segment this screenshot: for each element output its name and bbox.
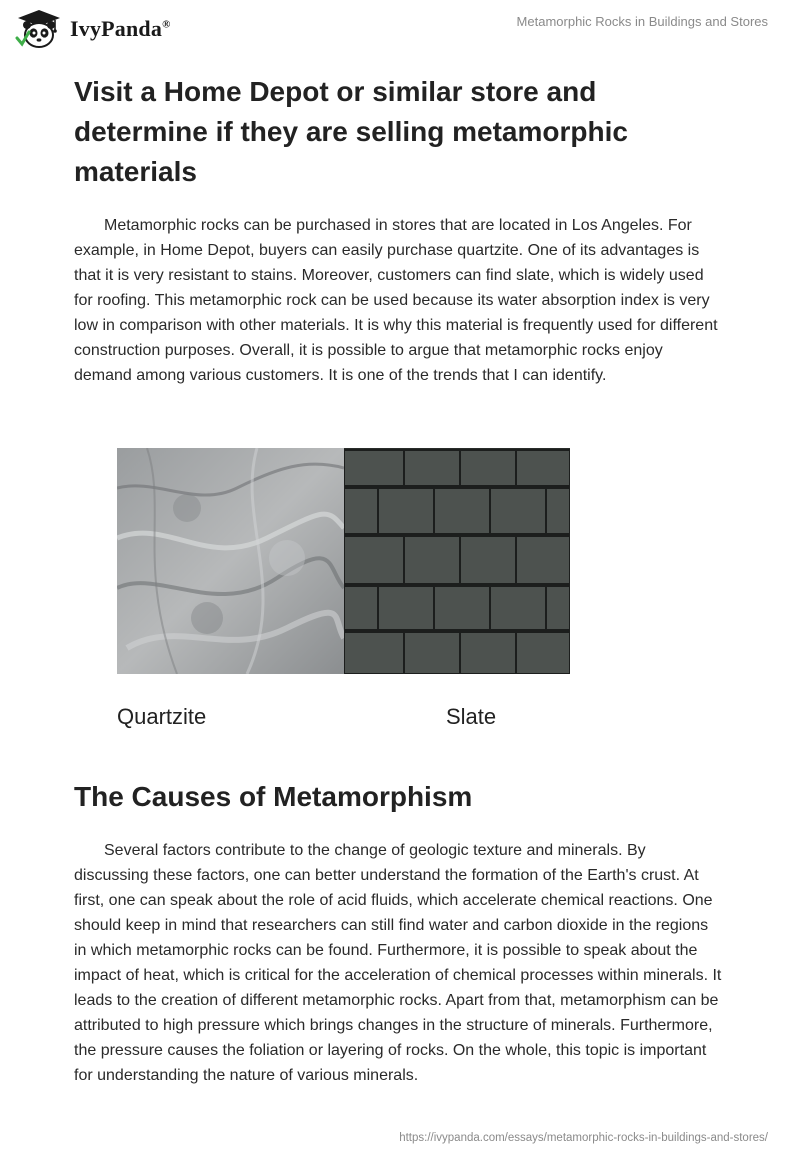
source-url-link[interactable]: https://ivypanda.com/essays/metamorphic-rocks-in-buildings-and-stores/ [399, 1132, 768, 1144]
logo[interactable] [14, 8, 171, 50]
slate-photo [344, 448, 570, 674]
document-title: Metamorphic Rocks in Buildings and Stores [516, 14, 768, 29]
section-paragraph: Several factors contribute to the change of geologic texture and minerals. By discussing these factors, one can better understand the formation of the Earth's crust. At first, one can speak about the role of acid fluids, which accelerate chemical reactions. One should keep in mind that researchers can still find water and carbon dioxide in the regions in which metamorphic rocks can be found. Furthermore, it is possible to speak about the impact of heat, which is critical for the acceleration of chemical processes within minerals. It leads to the creation of different metamorphic rocks. Apart from that, metamorphism can be attributed to high pressure which brings changes in the structure of minerals. Furthermore, the pressure causes the foliation or layering of rocks. On the whole, this topic is important for understanding the nature of various minerals. [74, 842, 722, 1084]
section-paragraph: Metamorphic rocks can be purchased in stores that are located in Los Angeles. For example, in Home Depot, buyers can easily purchase quartzite. One of its advantages is that it is very resistant to stains. Moreover, customers can find slate, which is widely used for roofing. This metamorphic rock can be used because its water absorption index is very low in comparison with other materials. It is why this material is frequently used for different construction purposes. Overall, it is possible to argue that metamorphic rocks enjoy demand among various customers. It is one of the trends that I can identify. [74, 217, 718, 384]
page-header [0, 0, 800, 60]
quartzite-caption: Quartzite [117, 704, 207, 729]
section-heading: Visit a Home Depot or similar store and determine if they are selling metamorphic materials [74, 76, 628, 187]
quartzite-photo [117, 448, 344, 674]
logo-text: IvyPanda® [70, 16, 171, 41]
slate-caption: Slate [446, 704, 497, 729]
panda-mascot-icon [14, 8, 64, 50]
rock-samples-figure [117, 448, 572, 738]
section-heading: The Causes of Metamorphism [74, 781, 473, 812]
